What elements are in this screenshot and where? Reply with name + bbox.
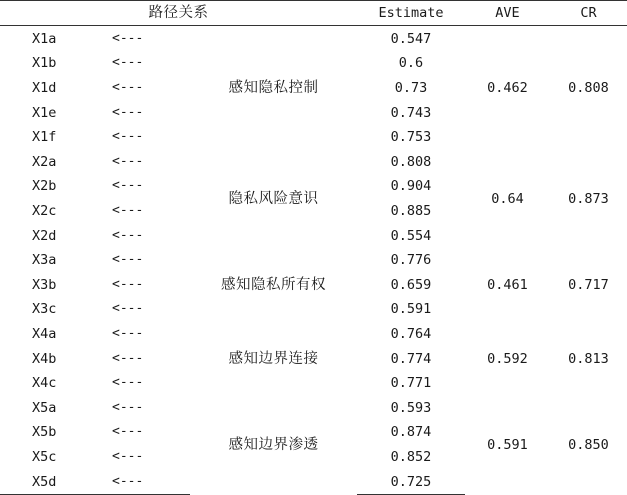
item-id: X1b [32, 55, 57, 72]
construct-name: 感知隐私控制 [228, 79, 319, 96]
ave-value: 0.592 [487, 350, 528, 367]
estimate-value: 0.659 [390, 276, 432, 293]
path-arrow: <--- [112, 79, 144, 95]
path-arrow: <--- [112, 30, 144, 46]
estimate-value: 0.774 [390, 350, 432, 367]
header-cr: CR [550, 1, 627, 26]
item-id: X5a [32, 399, 57, 416]
item-id: X4b [32, 350, 57, 367]
item-id: X5d [0, 469, 90, 494]
path-arrow: <--- [112, 399, 144, 415]
estimate-value: 0.764 [390, 326, 432, 342]
cr-value: 0.850 [568, 437, 609, 454]
estimate-value: 0.885 [390, 202, 432, 219]
header-estimate: Estimate [357, 1, 465, 26]
item-id: X3b [32, 276, 57, 293]
ave-value: 0.591 [487, 437, 528, 454]
item-id: X2a [32, 153, 57, 170]
item-id: X2c [32, 202, 57, 219]
item-id: X5c [32, 449, 57, 466]
estimate-value: 0.776 [390, 252, 432, 269]
construct-name: 隐私风险意识 [228, 190, 319, 207]
path-arrow: <--- [112, 375, 144, 391]
cr-value: 0.873 [568, 190, 609, 207]
path-arrow: <--- [112, 153, 144, 169]
construct-name: 感知隐私所有权 [221, 276, 326, 293]
item-id: X4c [32, 375, 57, 392]
path-arrow: <--- [112, 227, 144, 243]
cr-value: 0.808 [568, 79, 609, 96]
table-row [0, 322, 627, 347]
path-arrow: <--- [112, 326, 144, 341]
path-arrow: <--- [112, 178, 144, 194]
path-arrow: <--- [90, 469, 190, 494]
header-row [0, 1, 627, 26]
path-arrow: <--- [112, 350, 144, 366]
table-row [0, 149, 627, 174]
ave-value: 0.64 [491, 190, 524, 207]
item-id: X1d [32, 79, 57, 96]
estimate-value: 0.808 [390, 153, 432, 170]
item-id: X3a [32, 252, 57, 269]
table-row [0, 26, 627, 51]
construct-name: 感知边界渗透 [228, 437, 319, 454]
estimate-value: 0.753 [390, 129, 432, 146]
header-ave: AVE [465, 1, 550, 26]
ave-value: 0.462 [487, 79, 528, 96]
estimate-value: 0.904 [390, 178, 432, 195]
path-arrow: <--- [112, 424, 144, 440]
header-path-relation: 路径关系 [0, 1, 357, 26]
path-arrow: <--- [112, 55, 144, 71]
estimate-value: 0.554 [390, 227, 432, 244]
item-id: X5b [32, 424, 57, 441]
table-row [0, 396, 627, 421]
item-id: X2d [32, 227, 57, 244]
estimate-value: 0.591 [390, 301, 432, 318]
path-arrow: <--- [112, 252, 144, 268]
item-id: X1a [32, 30, 57, 47]
cr-value: 0.813 [568, 350, 609, 367]
item-id: X2b [32, 178, 57, 195]
item-id: X4a [32, 326, 57, 342]
cr-value: 0.717 [568, 276, 609, 293]
path-arrow: <--- [112, 276, 144, 292]
item-id: X3c [32, 301, 57, 318]
estimate-value: 0.743 [390, 104, 432, 121]
construct-name: 感知边界连接 [228, 350, 319, 367]
path-arrow: <--- [112, 202, 144, 218]
ave-value: 0.461 [487, 276, 528, 293]
table-body [0, 26, 627, 495]
estimate-value: 0.6 [398, 55, 424, 72]
item-id: X1f [32, 129, 57, 146]
path-arrow: <--- [112, 449, 144, 465]
path-arrow: <--- [112, 104, 144, 120]
estimate-value: 0.874 [390, 424, 432, 441]
estimate-value: 0.771 [390, 375, 432, 392]
estimate-value: 0.593 [390, 399, 432, 416]
estimate-value: 0.73 [394, 79, 428, 96]
estimate-value: 0.547 [390, 30, 432, 47]
path-arrow: <--- [112, 129, 144, 145]
item-id: X1e [32, 104, 57, 121]
table-row [0, 248, 627, 273]
estimate-value: 0.725 [357, 469, 465, 494]
estimate-value: 0.852 [390, 449, 432, 466]
table-header [0, 1, 627, 26]
path-arrow: <--- [112, 301, 144, 317]
